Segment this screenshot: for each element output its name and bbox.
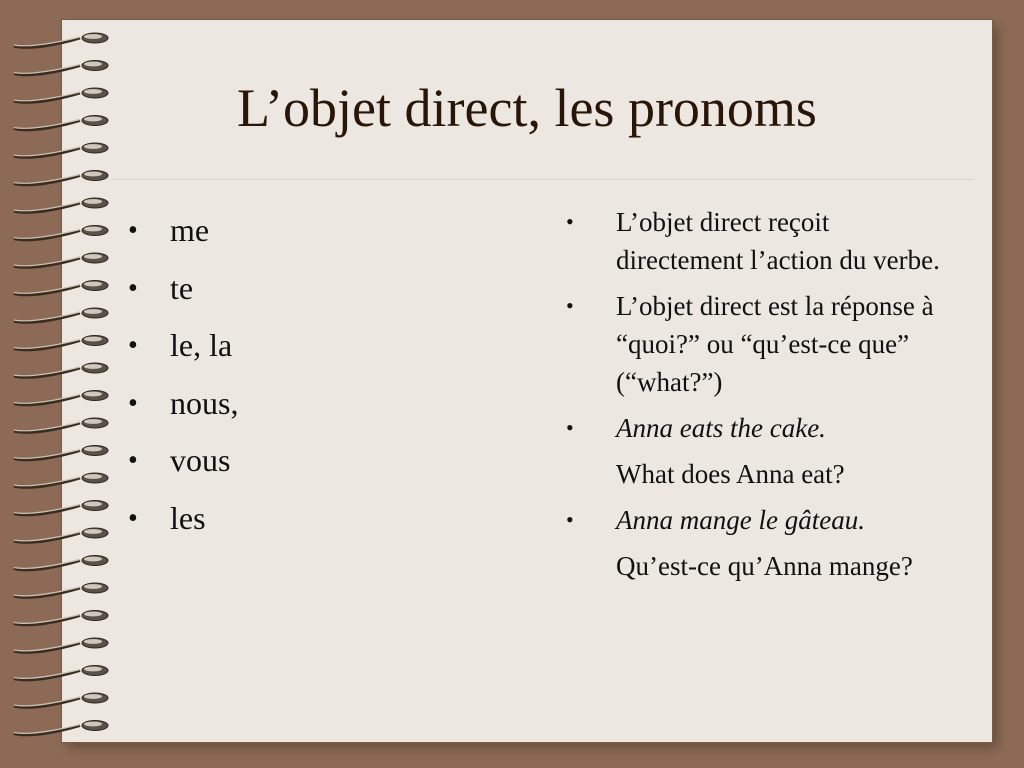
bullet-icon: • (128, 387, 138, 419)
bullet-icon: • (128, 272, 138, 304)
list-item: • nous, (126, 375, 238, 433)
list-item (562, 203, 942, 279)
example-english: Anna eats the cake. (616, 413, 826, 443)
bullet-icon: • (128, 445, 138, 476)
bullet-icon: • (128, 215, 138, 246)
explanation-text: L’objet direct est la réponse à “quoi?” ou “qu’est-ce que” (“what?”) (616, 291, 934, 397)
explanation-list (562, 203, 942, 593)
list-item: • vous (126, 432, 238, 490)
list-item: • te (126, 260, 238, 318)
pronoun-list (126, 202, 238, 547)
list-item: • les (126, 490, 238, 548)
bullet-icon: • (128, 330, 138, 361)
list-item (562, 287, 942, 401)
list-item: • me (126, 202, 238, 260)
example-question-french: Qu’est-ce qu’Anna mange? (616, 551, 913, 581)
list-item (562, 409, 942, 447)
bullet-icon: • (566, 293, 574, 318)
slide-title: L’objet direct, les pronoms (237, 78, 817, 138)
list-item (562, 501, 942, 539)
example-french: Anna mange le gâteau. (616, 505, 865, 535)
bullet-icon: • (128, 502, 138, 534)
list-item: • le, la (126, 317, 238, 375)
bullet-icon: • (566, 507, 574, 532)
bullet-icon: • (566, 415, 574, 440)
example-question-english: What does Anna eat? (616, 459, 845, 489)
bullet-icon: • (566, 209, 574, 234)
title-divider (112, 179, 974, 180)
explanation-text: L’objet direct reçoit directement l’action du verbe. (616, 207, 940, 275)
